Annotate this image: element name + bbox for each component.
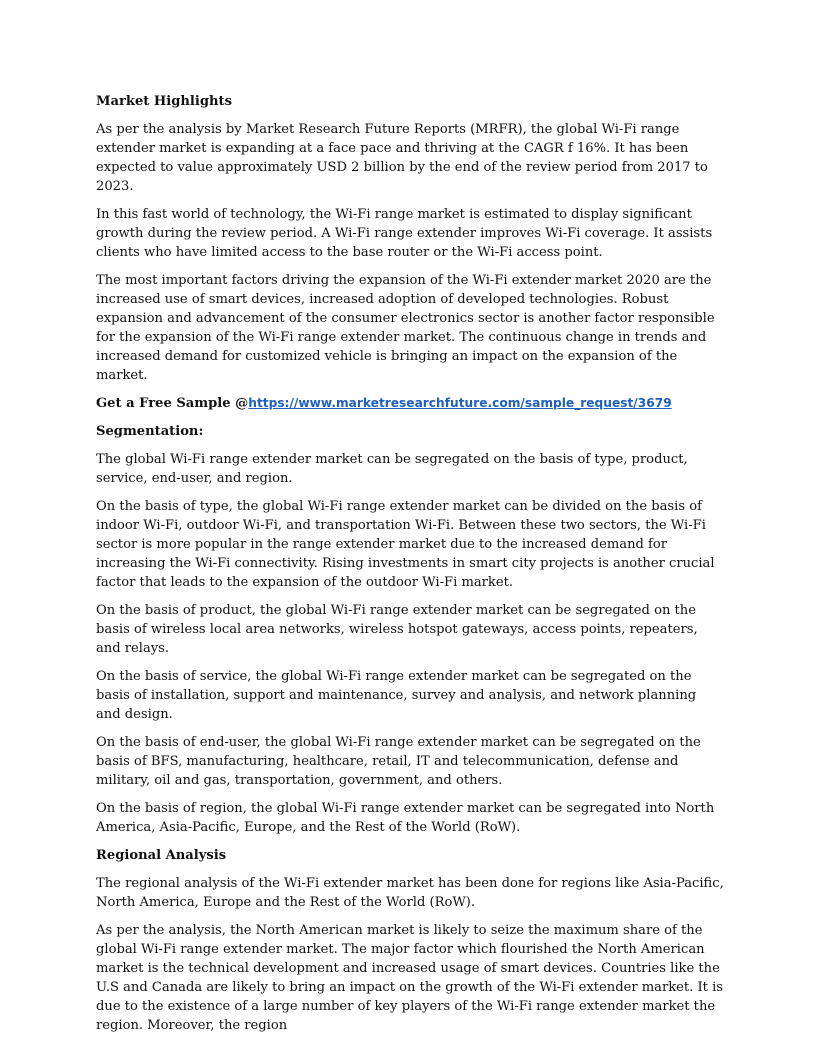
document-page <box>96 92 724 1044</box>
segmentation-paragraph-service: On the basis of service, the global Wi-Fi range extender market can be segregated on the basis of installation, support and maintenance, survey and analysis, and network planning and design. <box>96 669 697 722</box>
segmentation-paragraph-region: On the basis of region, the global Wi-Fi range extender market can be segregated into North America, Asia-Pacific, Europe, and the Rest of the World (RoW). <box>96 801 715 835</box>
market-highlights-paragraph-2: In this fast world of technology, the Wi-Fi range market is estimated to display significant growth during the review period. A Wi-Fi range extender improves Wi-Fi coverage. It assists clients who have limited access to the base router or the Wi-Fi access point. <box>96 207 713 260</box>
market-highlights-paragraph-3: The most important factors driving the expansion of the Wi-Fi extender market 2020 are the increased use of smart devices, increased adoption of developed technologies. Robust expansion and advancement of the consumer electronics sector is another factor responsible for the expansion of the Wi-Fi range extender market. The continuous change in trends and increased demand for customized vehicle is bringing an impact on the expansion of the market. <box>96 273 715 383</box>
market-highlights-heading: Market Highlights <box>96 94 232 109</box>
segmentation-paragraph-type: On the basis of type, the global Wi-Fi range extender market can be divided on the basis of indoor Wi-Fi, outdoor Wi-Fi, and transportation Wi-Fi. Between these two sectors, the Wi-Fi sector is more popular in the range extender market due to the increased demand for increasing the Wi-Fi connectivity. Rising investments in smart city projects is another crucial factor that leads to the expansion of the outdoor Wi-Fi market. <box>96 499 715 590</box>
segmentation-paragraph-end-user: On the basis of end-user, the global Wi-Fi range extender market can be segregated on the basis of BFS, manufacturing, healthcare, retail, IT and telecommunication, defense and military, oil and gas, transportation, government, and others. <box>96 735 701 788</box>
market-highlights-paragraph-1: As per the analysis by Market Research Future Reports (MRFR), the global Wi-Fi range extender market is expanding at a face pace and thriving at the CAGR f 16%. It has been expected to value approximately USD 2 billion by the end of the review period from 2017 to 2023. <box>96 122 708 194</box>
segmentation-heading: Segmentation: <box>96 424 204 439</box>
regional-analysis-heading: Regional Analysis <box>96 848 227 863</box>
segmentation-paragraph-product: On the basis of product, the global Wi-Fi range extender market can be segregated on the basis of wireless local area networks, wireless hotspot gateways, access points, repeaters, and relays. <box>96 603 698 656</box>
free-sample-line <box>96 394 724 413</box>
regional-analysis-paragraph-2: As per the analysis, the North American market is likely to seize the maximum share of the global Wi-Fi range extender market. The major factor which flourished the North American market is the technical development and increased usage of smart devices. Countries like the U.S and Canada are likely to bring an impact on the growth of the Wi-Fi extender market. It is due to the existence of a large number of key players of the Wi-Fi range extender market the region. Moreover, the region <box>96 923 723 1033</box>
regional-analysis-paragraph-1: The regional analysis of the Wi-Fi extender market has been done for regions like Asia-Pacific, North America, Europe and the Rest of the World (RoW). <box>96 876 724 910</box>
free-sample-label: Get a Free Sample @ <box>96 396 249 411</box>
segmentation-paragraph-1: The global Wi-Fi range extender market can be segregated on the basis of type, product, service, end-user, and region. <box>96 452 688 486</box>
free-sample-link[interactable]: https://www.marketresearchfuture.com/sample_request/3679 <box>248 396 672 410</box>
